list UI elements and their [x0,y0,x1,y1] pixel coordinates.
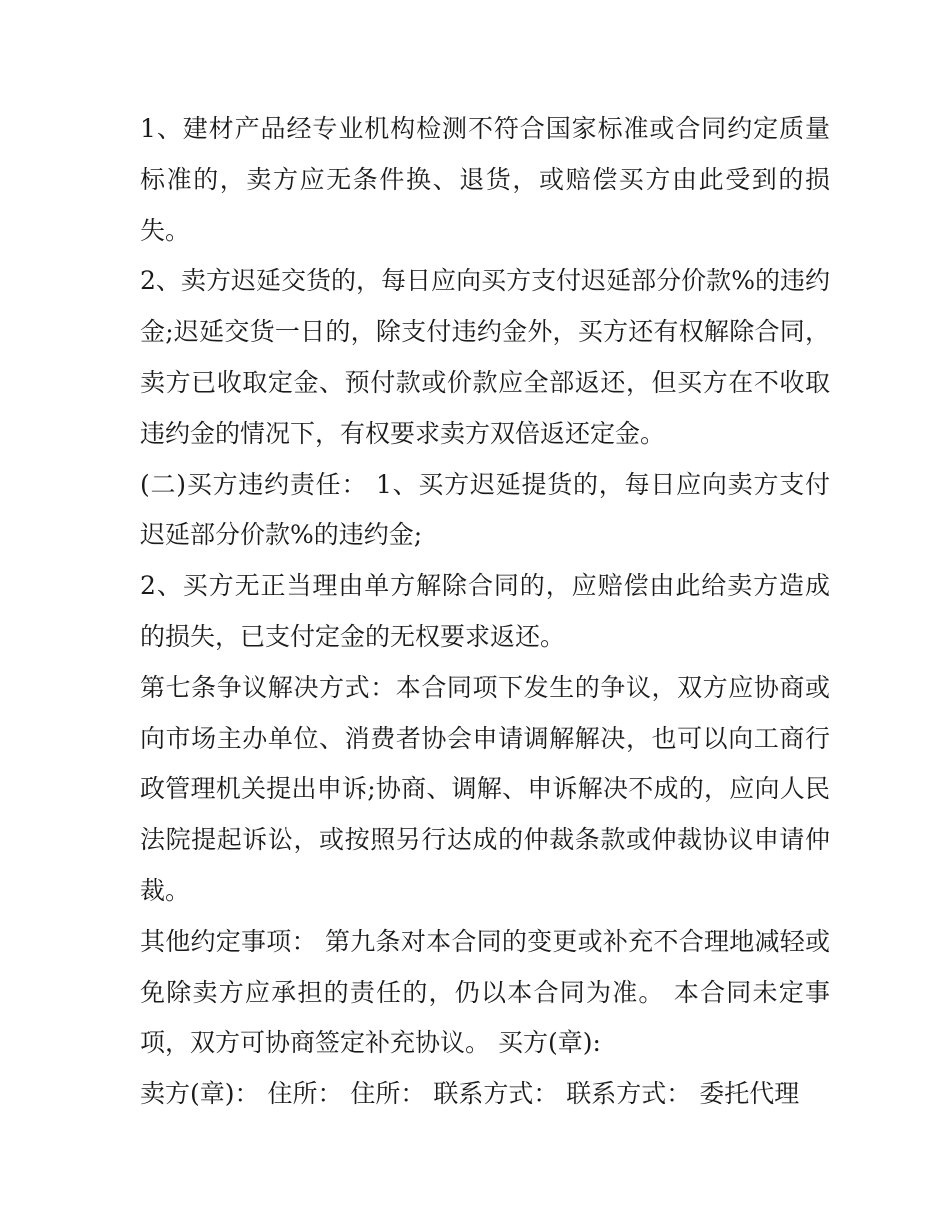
paragraph-buyer-liability: (二)买方违约责任： 1、买方迟延提货的，每日应向卖方支付迟延部分价款%的违约金; [140,469,830,550]
paragraph-other-matters: 其他约定事项： 第九条对本合同的变更或补充不合理地减轻或免除卖方应承担的责任的，仍以本合同为准。 本合同未定事项，双方可协商签定补充协议。 买方(章): [140,926,830,1058]
paragraph-buyer-termination: 2、买方无正当理由单方解除合同的，应赔偿由此给卖方造成的损失，已支付定金的无权要求返还。 [140,571,830,651]
document-body [140,104,830,1120]
paragraph-late-delivery: 2、卖方迟延交货的，每日应向买方支付迟延部分价款%的违约金;迟延交货一日的，除支付违约金外，买方还有权解除合同，卖方已收取定金、预付款或价款应全部返还，但买方在不收取违约金的情况下，有权要求卖方双倍返还定金。 [140,266,830,448]
paragraph-quality-defect: 1、建材产品经专业机构检测不符合国家标准或合同约定质量标准的，卖方应无条件换、退货，或赔偿买方由此受到的损失。 [140,114,830,245]
paragraph-signatures: 卖方(章)： 住所： 住所： 联系方式： 联系方式： 委托代理 [140,1079,800,1109]
paragraph-dispute-resolution: 第七条争议解决方式：本合同项下发生的争议，双方应协商或向市场主办单位、消费者协会申请调解解决，也可以向工商行政管理机关提出申诉;协商、调解、申诉解决不成的，应向人民法院提起诉讼，或按照另行达成的仲裁条款或仲裁协议申请仲裁。 [140,672,830,905]
